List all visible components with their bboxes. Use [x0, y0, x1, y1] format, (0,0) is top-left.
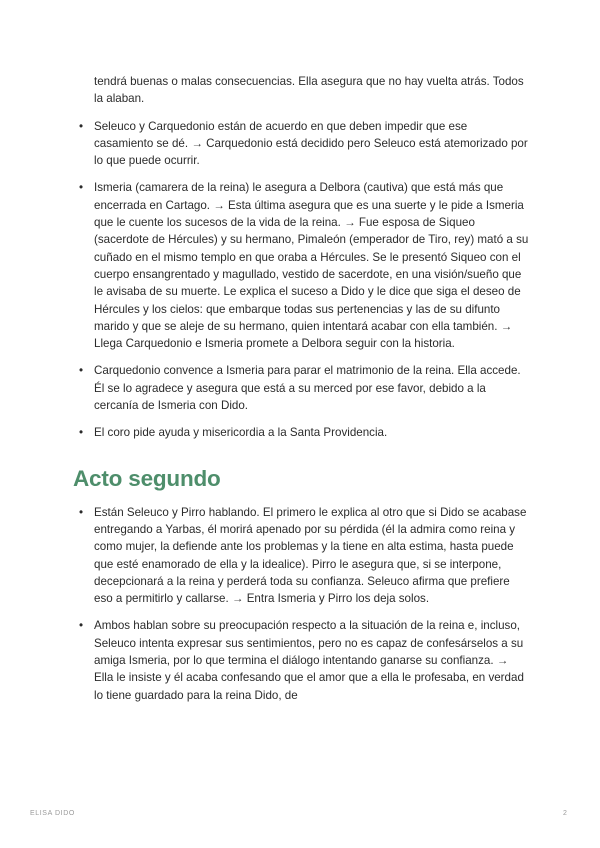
- footer-title: ELISA DIDO: [30, 810, 75, 817]
- list-item-text: Ambos hablan sobre su preocupación respecto a la situación de la reina e, incluso, Seleuco intenta expresar sus sentimientos, pero no es capaz de confesárselos a su amiga Ismeria, por lo que termina el diálogo intentando ganarse su confianza. → Ella le insiste y él acaba confesando que el amor que a ella le profesaba, en verdad lo tiene guardado para la reina Dido, de: [94, 619, 524, 702]
- bullet-list-act-two: [73, 504, 529, 704]
- bullet-icon: •: [79, 181, 84, 195]
- bullet-icon: •: [79, 505, 84, 519]
- list-item-text: Seleuco y Carquedonio están de acuerdo en que deben impedir que ese casamiento se dé. → Carquedonio está decidido pero Seleuco está atemorizado por lo que puede ocurrir.: [94, 119, 528, 168]
- list-item-text: Ismeria (camarera de la reina) le asegura a Delbora (cautiva) que está más que encerrada en Cartago. → Esta última asegura que es una suerte y le pide a Ismeria que le cuente los sucesos de la vida de la reina. → Fue esposa de Siqueo (sacerdote de Hércules) y su hermano, Pimaleón (emperador de Tiro, rey) mató a su cuñado en el mismo templo en que oraba a Hércules. Se le presentó Siqueo con el cuerpo ensangrentado y magullado, vestido de sacerdote, en una visión/sueño que le avisaba de su muerte. Le explica el suceso a Dido y le dice que siga el deseo de Hércules y los cielos: que embarque todas sus pertenencias y las de su difunto marido y que se aleje de su hermano, quien intentará acabar con ella también. → Llega Carquedonio e Ismeria promete a Delbora seguir con la historia.: [94, 181, 529, 351]
- bullet-icon: •: [79, 426, 84, 440]
- section-heading: Acto segundo: [73, 465, 221, 491]
- list-item: [73, 504, 529, 608]
- continuation-paragraph: tendrá buenas o malas consecuencias. Ella asegura que no hay vuelta atrás. Todos la alaban.: [94, 75, 524, 106]
- bullet-icon: •: [79, 119, 84, 133]
- list-item-text: Están Seleuco y Pirro hablando. El primero le explica al otro que si Dido se acabase entregando a Yarbas, él morirá apenado por su pérdida (él la admira como reina y como mujer, la defiende ante los problemas y la tiene en alta estima, hasta puede que esté enamorado de ella y la idealice). Pirro le asegura que, si se interpone, decepcionará a la reina y perderá toda su confianza. Seleuco afirma que prefiere eso a permitirlo y callarse. → Entra Ismeria y Pirro los deja solos.: [94, 505, 527, 606]
- list-item-text: Carquedonio convence a Ismeria para parar el matrimonio de la reina. Ella accede. Él se lo agradece y asegura que está a su merced por ese favor, debido a la cercanía de Ismeria con Dido.: [94, 364, 521, 413]
- bullet-icon: •: [79, 364, 84, 378]
- list-item-text: El coro pide ayuda y misericordia a la Santa Providencia.: [94, 426, 388, 440]
- bullet-icon: •: [79, 619, 84, 633]
- list-item: [73, 362, 529, 414]
- bullet-list-act-one: [73, 118, 529, 442]
- page-number: 2: [563, 810, 567, 817]
- list-item: [73, 118, 529, 170]
- list-item: [73, 617, 529, 703]
- page-content: [73, 73, 529, 714]
- list-item: [73, 424, 529, 441]
- list-item: [73, 179, 529, 352]
